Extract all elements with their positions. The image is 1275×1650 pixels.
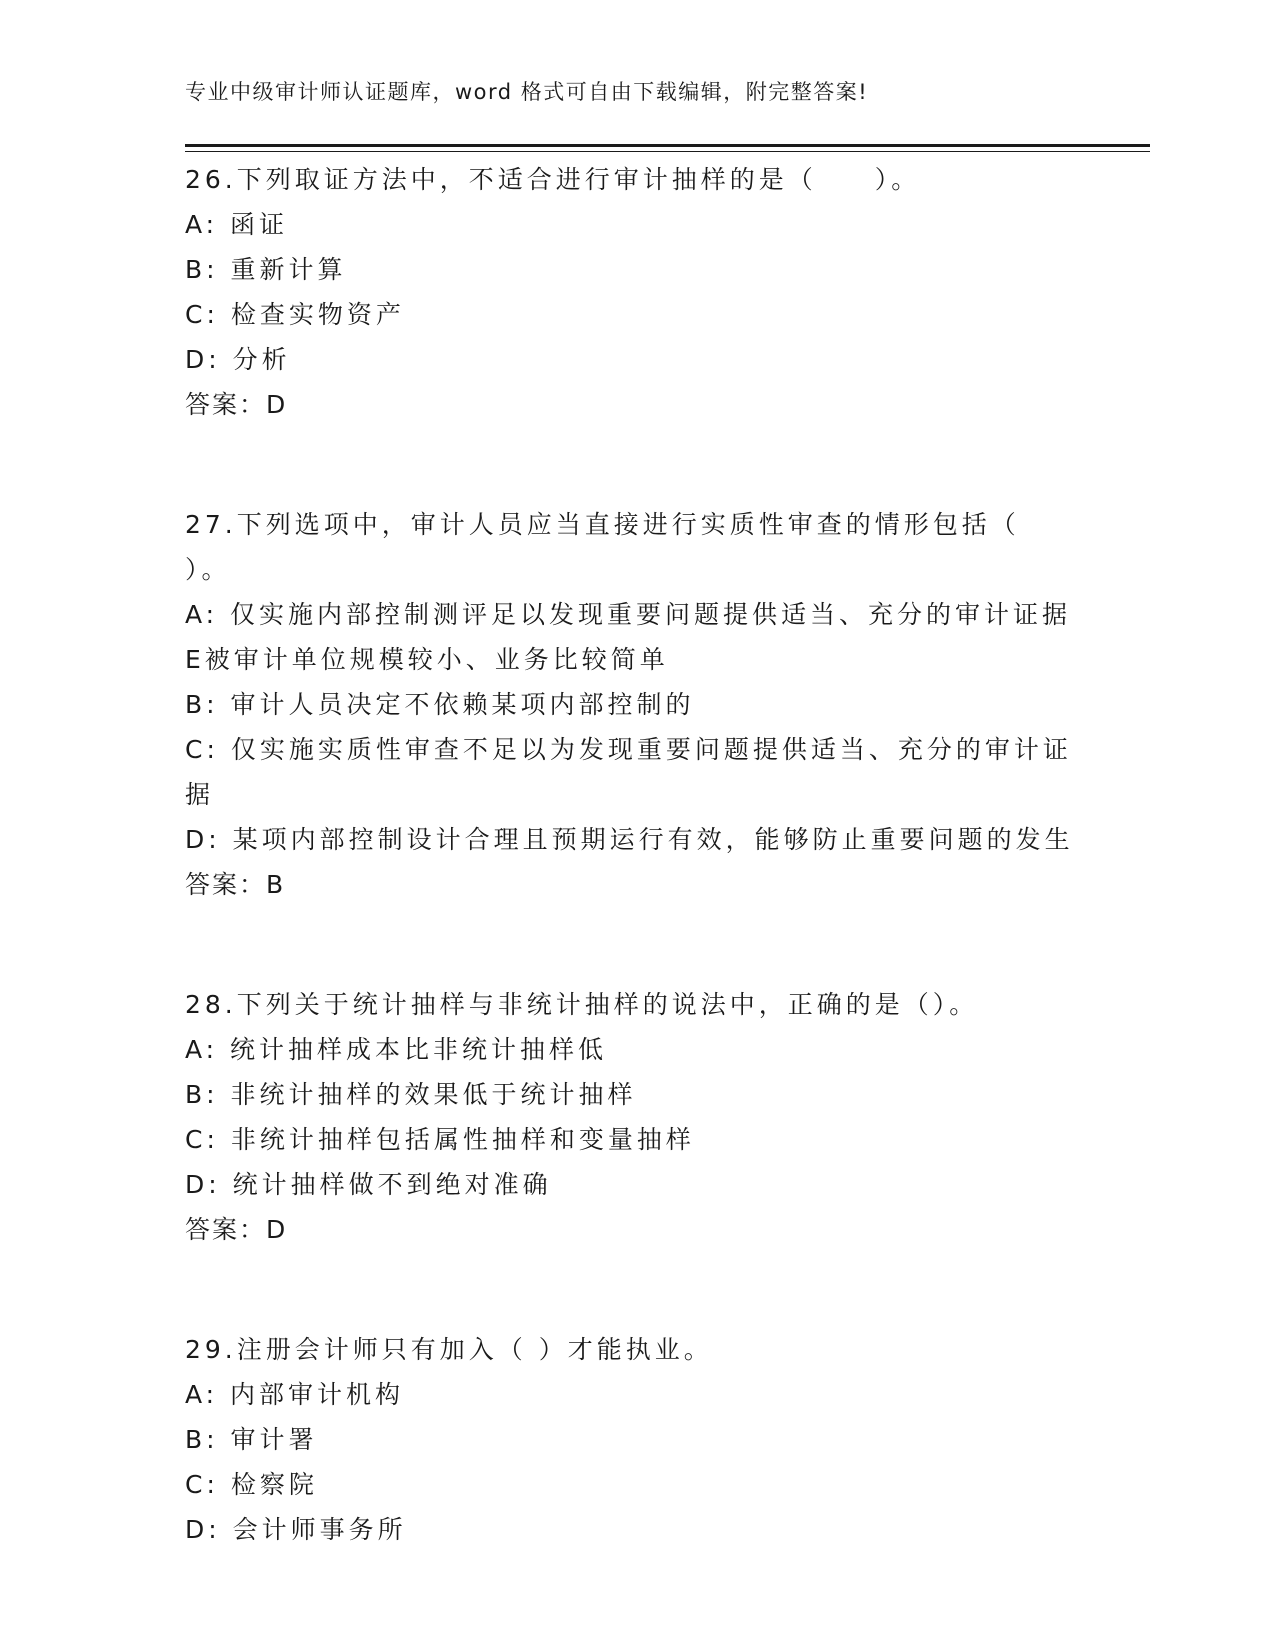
question-27 [185, 502, 1085, 907]
option-c-continued: 据 [185, 780, 215, 809]
question-stem-continued: ）。 [185, 555, 231, 584]
question-28 [185, 982, 1085, 1252]
option-a: A: 统计抽样成本比非统计抽样低 [185, 1035, 608, 1064]
option-d: D: 统计抽样做不到绝对准确 [185, 1170, 552, 1199]
question-26 [185, 157, 1085, 427]
option-b: B: 审计人员决定不依赖某项内部控制的 [185, 690, 695, 719]
question-stem: 29.注册会计师只有加入（ ）才能执业。 [185, 1335, 713, 1364]
option-d: D: 某项内部控制设计合理且预期运行有效，能够防止重要问题的发生 [185, 825, 1074, 854]
answer-line: 答案：D [185, 390, 288, 419]
option-a: A: 内部审计机构 [185, 1380, 405, 1409]
option-c: C: 仅实施实质性审查不足以为发现重要问题提供适当、充分的审计证 [185, 735, 1072, 764]
question-stem: 28.下列关于统计抽样与非统计抽样的说法中，正确的是（）。 [185, 990, 979, 1019]
option-c: C: 非统计抽样包括属性抽样和变量抽样 [185, 1125, 695, 1154]
header-rule-thick [185, 144, 1150, 147]
option-d: D: 会计师事务所 [185, 1515, 407, 1544]
question-stem: 26.下列取证方法中，不适合进行审计抽样的是（ ）。 [185, 165, 921, 194]
question-list [185, 157, 1085, 1552]
question-stem: 27.下列选项中，审计人员应当直接进行实质性审查的情形包括（ [185, 510, 1020, 539]
option-c: C: 检查实物资产 [185, 300, 405, 329]
option-a: A: 函证 [185, 210, 289, 239]
option-d: D: 分析 [185, 345, 291, 374]
option-c: C: 检察院 [185, 1470, 318, 1499]
option-b: B: 非统计抽样的效果低于统计抽样 [185, 1080, 637, 1109]
question-29 [185, 1327, 1085, 1552]
option-e: E被审计单位规模较小、业务比较简单 [185, 645, 669, 674]
page-header: 专业中级审计师认证题库，word 格式可自由下载编辑，附完整答案! [185, 80, 869, 104]
answer-line: 答案：B [185, 870, 286, 899]
option-b: B: 审计署 [185, 1425, 318, 1454]
header-rule-thin [185, 151, 1150, 152]
answer-line: 答案：D [185, 1215, 288, 1244]
option-b: B: 重新计算 [185, 255, 347, 284]
option-a: A: 仅实施内部控制测评足以发现重要问题提供适当、充分的审计证据 [185, 600, 1072, 629]
